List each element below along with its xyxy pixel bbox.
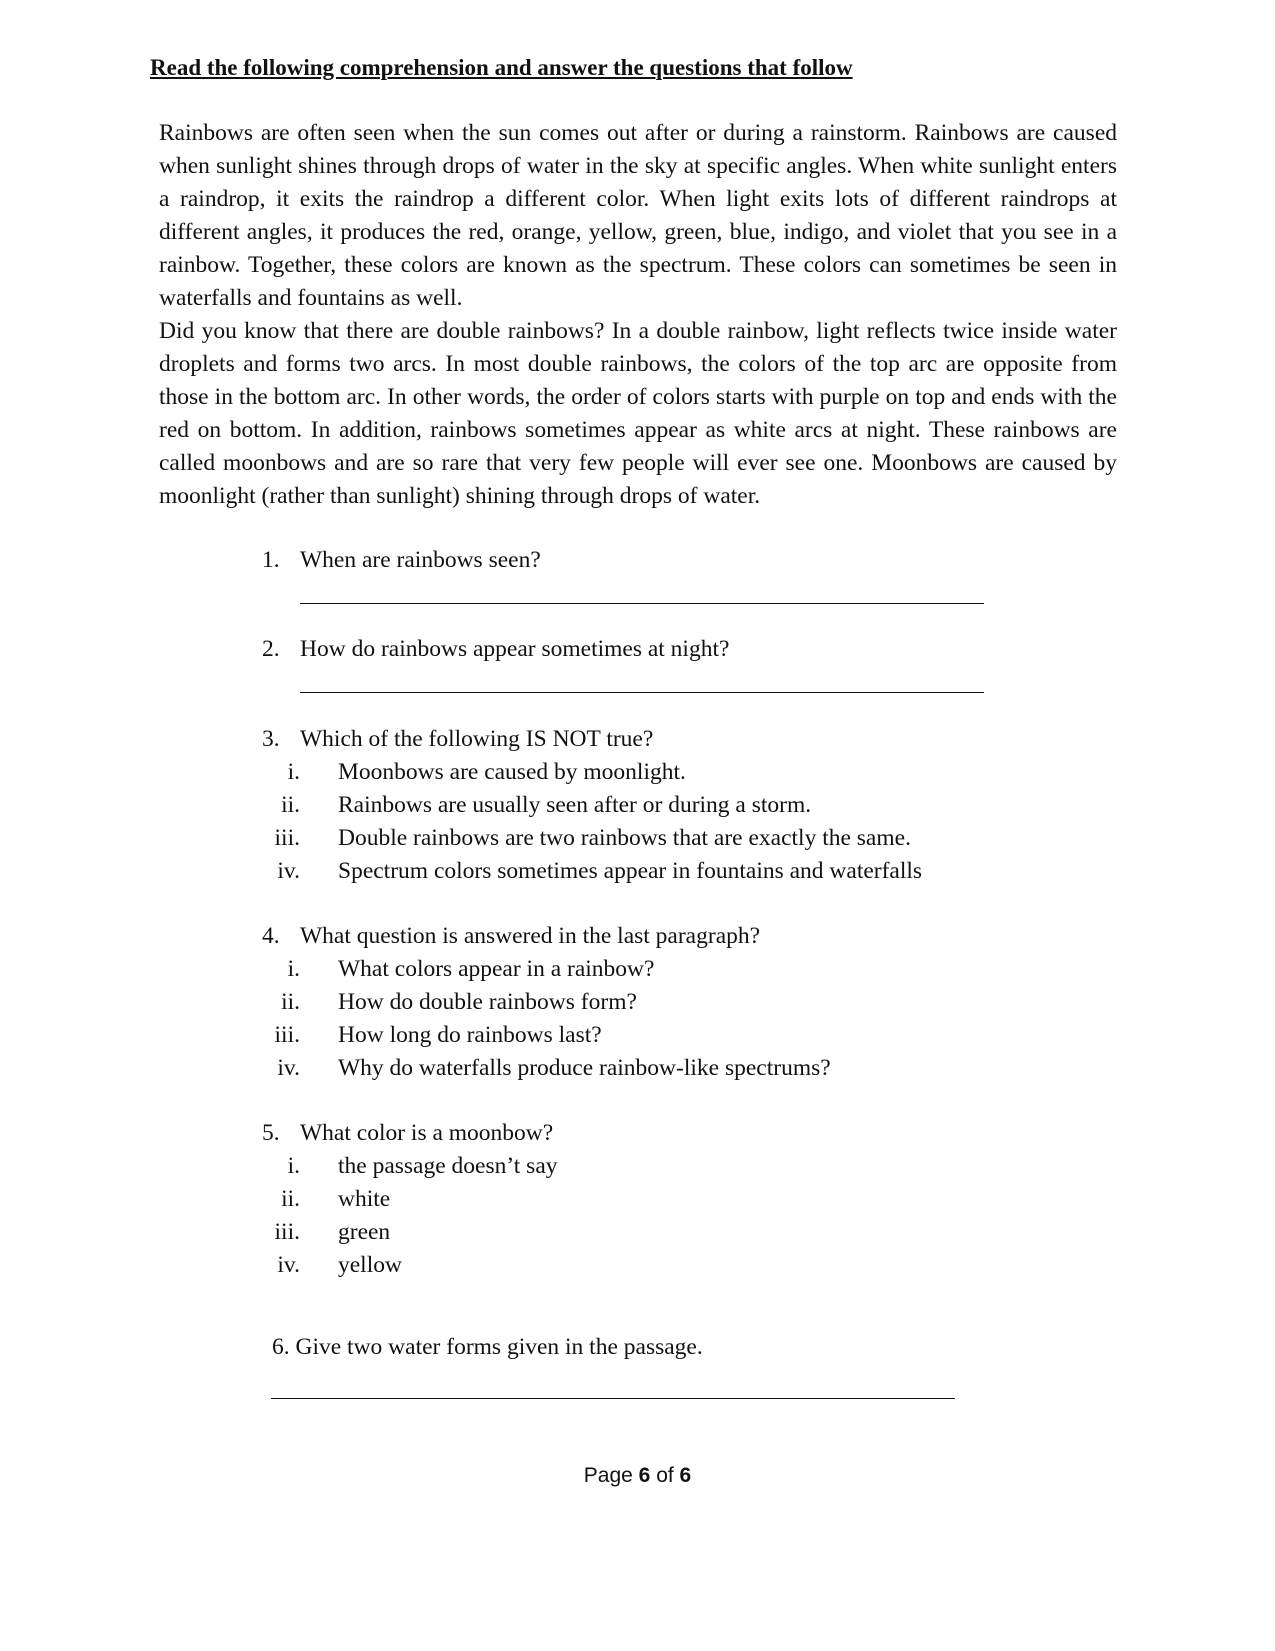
option-item[interactable] <box>262 1249 402 1282</box>
page-heading: Read the following comprehension and answer the questions that follow <box>150 55 853 80</box>
option-label: iv. <box>277 858 300 884</box>
question-text: Give two water forms given in the passage. <box>295 1334 703 1360</box>
page-footer <box>0 1464 1275 1488</box>
comprehension-passage <box>159 117 1117 513</box>
question-4 <box>262 920 760 953</box>
option-text: What colors appear in a rainbow? <box>338 956 655 982</box>
option-item[interactable] <box>262 1183 391 1216</box>
of-word: of <box>656 1464 674 1487</box>
answer-line-1[interactable] <box>300 603 984 604</box>
option-text: white <box>338 1186 391 1212</box>
question-number: 6. <box>272 1334 290 1360</box>
option-item[interactable] <box>262 1216 391 1249</box>
option-text: green <box>338 1219 391 1245</box>
option-text: Spectrum colors sometimes appear in fountains and waterfalls <box>338 858 923 884</box>
option-item[interactable] <box>262 756 686 789</box>
question-number: 1. <box>262 547 280 573</box>
option-label: i. <box>287 1153 300 1179</box>
question-5 <box>262 1117 553 1150</box>
question-6 <box>272 1331 703 1364</box>
option-item[interactable] <box>262 986 637 1019</box>
option-label: iv. <box>277 1055 300 1081</box>
option-label: i. <box>287 956 300 982</box>
option-label: iii. <box>274 825 300 851</box>
option-item[interactable] <box>262 855 923 888</box>
question-1 <box>262 544 541 577</box>
question-4-options <box>262 953 831 1085</box>
question-2 <box>262 633 729 666</box>
option-label: ii. <box>281 792 300 818</box>
question-text: When are rainbows seen? <box>300 547 541 573</box>
option-item[interactable] <box>262 789 812 822</box>
question-text: What color is a moonbow? <box>300 1120 554 1146</box>
question-number: 3. <box>262 726 280 752</box>
option-text: Moonbows are caused by moonlight. <box>338 759 686 785</box>
option-item[interactable] <box>262 1019 602 1052</box>
question-number: 2. <box>262 636 280 662</box>
option-text: yellow <box>338 1252 402 1278</box>
option-label: iii. <box>274 1219 300 1245</box>
answer-line-6[interactable] <box>271 1398 955 1399</box>
option-label: iv. <box>277 1252 300 1278</box>
question-text: Which of the following IS NOT true? <box>300 726 654 752</box>
option-text: Why do waterfalls produce rainbow-like spectrums? <box>338 1055 831 1081</box>
passage-paragraph-2: Did you know that there are double rainbows? In a double rainbow, light reflects twice inside water droplets and forms two arcs. In most double rainbows, the colors of the top arc are opposite from those in the bottom arc. In other words, the order of colors starts with purple on top and ends with the red on bottom. In addition, rainbows sometimes appear as white arcs at night. These rainbows are called moonbows and are so rare that very few people will ever see one. Moonbows are caused by moonlight (rather than sunlight) shining through drops of water. <box>159 318 1117 509</box>
option-item[interactable] <box>262 1150 558 1183</box>
question-number: 4. <box>262 923 280 949</box>
page-word: Page <box>583 1464 633 1487</box>
option-label: ii. <box>281 1186 300 1212</box>
passage-paragraph-1: Rainbows are often seen when the sun comes out after or during a rainstorm. Rainbows are caused when sunlight shines through drops of water in the sky at specific angles. When white sunlight enters a raindrop, it exits the raindrop a different color. When light exits lots of different raindrops at different angles, it produces the red, orange, yellow, green, blue, indigo, and violet that you see in a rainbow. Together, these colors are known as the spectrum. These colors can sometimes be seen in waterfalls and fountains as well. <box>159 120 1117 311</box>
option-text: Rainbows are usually seen after or during a storm. <box>338 792 812 818</box>
option-item[interactable] <box>262 953 655 986</box>
total-page-number: 6 <box>679 1464 692 1487</box>
question-text: What question is answered in the last paragraph? <box>300 923 761 949</box>
current-page-number: 6 <box>638 1464 651 1487</box>
option-label: iii. <box>274 1022 300 1048</box>
question-number: 5. <box>262 1120 280 1146</box>
answer-line-2[interactable] <box>300 692 984 693</box>
question-3-options <box>262 756 923 888</box>
question-5-options <box>262 1150 558 1282</box>
option-text: How long do rainbows last? <box>338 1022 602 1048</box>
option-item[interactable] <box>262 822 911 855</box>
option-label: i. <box>287 759 300 785</box>
question-text: How do rainbows appear sometimes at night? <box>300 636 730 662</box>
option-text: the passage doesn’t say <box>338 1153 558 1179</box>
option-label: ii. <box>281 989 300 1015</box>
option-text: Double rainbows are two rainbows that are exactly the same. <box>338 825 911 851</box>
question-3 <box>262 723 653 756</box>
option-text: How do double rainbows form? <box>338 989 637 1015</box>
option-item[interactable] <box>262 1052 831 1085</box>
